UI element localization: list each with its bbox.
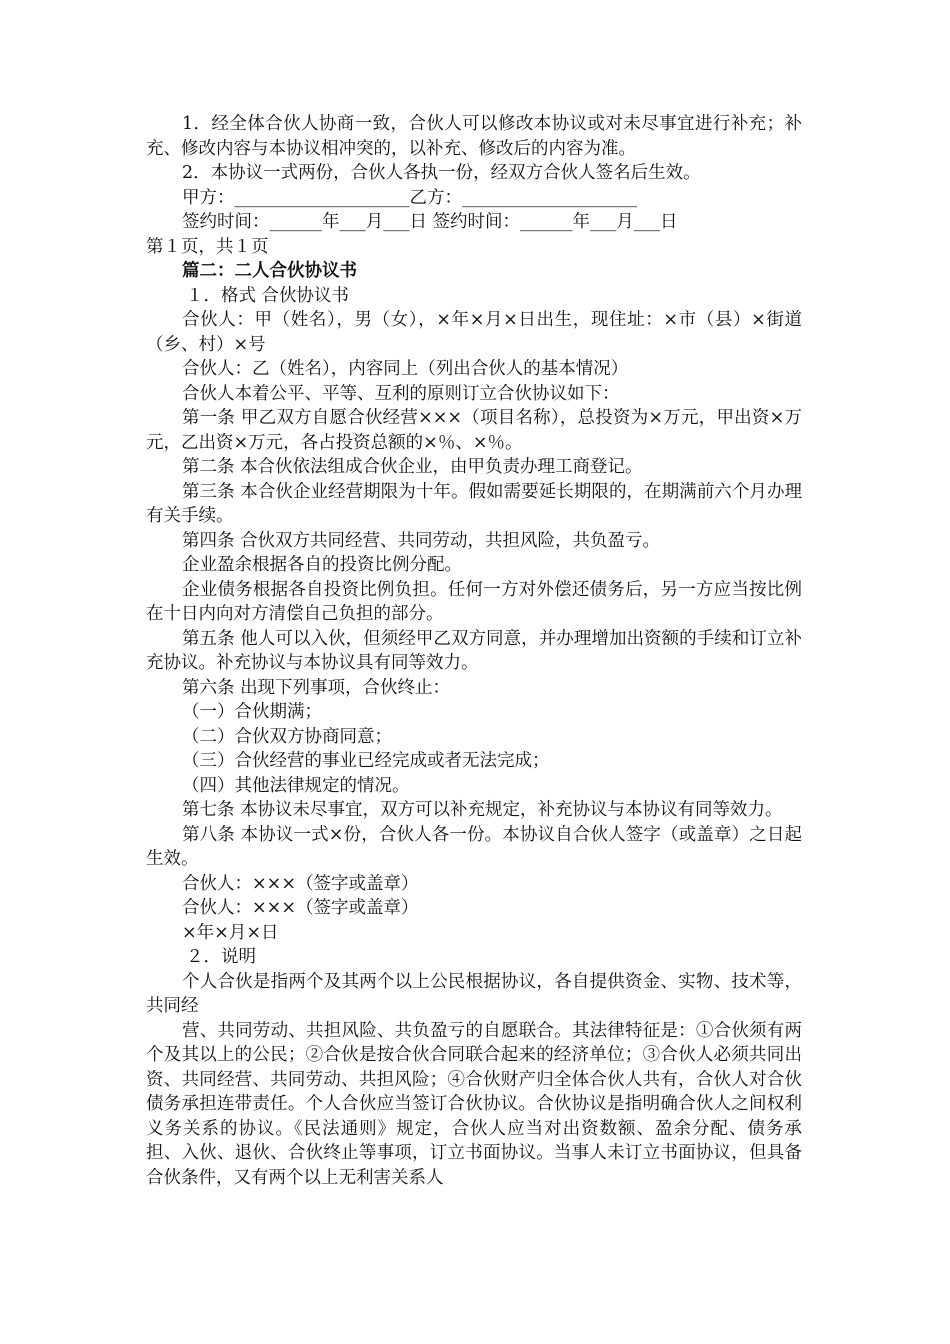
- paragraph: 第三条 本合伙企业经营期限为十年。假如需要延长期限的，在期满前六个月办理有关手续。: [146, 481, 802, 526]
- paragraph: ×年×月×日: [182, 922, 279, 943]
- paragraph: 第五条 他人可以入伙，但须经甲乙双方同意，并办理增加出资额的手续和订立补充协议。补充协议与本协议具有同等效力。: [146, 628, 802, 673]
- paragraph: 第七条 本协议未尽事宜，双方可以补充规定，补充协议与本协议有同等效力。: [182, 800, 783, 820]
- paragraph: 合伙人本着公平、平等、互利的原则订立合伙协议如下：: [182, 383, 620, 404]
- paragraph: 合伙人：×××（签字或盖章）: [182, 898, 419, 918]
- paragraph: 第一条 甲乙双方自愿合伙经营×××（项目名称），总投资为×万元，甲出资×万元，乙出资×万元，各占投资总额的×％、×％。: [146, 408, 802, 453]
- paragraph: 第八条 本协议一式×份，合伙人各一份。本协议自合伙人签字（或盖章）之日起生效。: [146, 824, 802, 869]
- paragraph: （一）合伙期满；: [182, 702, 322, 722]
- paragraph: 营、共同劳动、共担风险、共负盈亏的自愿联合。其法律特征是：①合伙须有两个及其以上的公民；②合伙是按合伙合同联合起来的经济单位；③合伙人必须共同出资、共同经营、共同劳动、共担风险；④合伙财产归全体合伙人共有，合伙人对合伙债务承担连带责任。个人合伙应当签订合伙协议。合伙协议是指明确合伙人之间权利义务关系的协议。《民法通则》规定，合伙人应当对出资数额、盈余分配、债务承担、入伙、退伙、合伙终止等事项，订立书面协议。当事人未订立书面协议，但具备合伙条件，又有两个以上无利害关系人: [146, 1020, 802, 1188]
- paragraph: 第四条 合伙双方共同经营、共同劳动，共担风险，共负盈亏。: [182, 530, 661, 551]
- paragraph: 合伙人：×××（签字或盖章）: [182, 873, 419, 894]
- paragraph: 合伙人：甲（姓名），男（女），×年×月×日出生，现住址：×市（县）×街道（乡、村）×号: [146, 310, 802, 355]
- paragraph: （三）合伙经营的事业已经完成或者无法完成；: [182, 751, 550, 771]
- paragraph: 企业盈余根据各自的投资比例分配。: [182, 555, 462, 575]
- paragraph: 个人合伙是指两个及其两个以上公民根据协议，各自提供资金、实物、技术等，共同经: [146, 971, 802, 1016]
- paragraph: （四）其他法律规定的情况。: [182, 775, 410, 796]
- paragraph: 签约时间：______年___月___日 签约时间：______年___月___日: [182, 212, 678, 232]
- paragraph: 合伙人：乙（姓名），内容同上（列出合伙人的基本情况）: [182, 359, 629, 379]
- paragraph: 第六条 出现下列事项，合伙终止：: [182, 677, 451, 698]
- section-heading: 篇二：二人合伙协议书: [182, 261, 357, 281]
- paragraph: 1．经全体合伙人协商一致，合伙人可以修改本协议或对未尽事宜进行补充；补充、修改内容与本协议相冲突的，以补充、修改后的内容为准。: [146, 114, 802, 159]
- paragraph: １．格式 合伙协议书: [186, 285, 350, 306]
- document-body: [146, 112, 802, 1190]
- paragraph: ２．说明: [186, 947, 256, 967]
- paragraph: （二）合伙双方协商同意；: [182, 726, 392, 747]
- paragraph: 甲方：____________________乙方：____________________: [182, 187, 637, 208]
- paragraph: 第二条 本合伙依法组成合伙企业，由甲负责办理工商登记。: [182, 457, 643, 477]
- paragraph: 第１页，共１页: [146, 236, 269, 257]
- paragraph: 企业债务根据各自投资比例负担。任何一方对外偿还债务后，另一方应当按比例在十日内向对方清偿自己负担的部分。: [146, 579, 802, 624]
- paragraph: 2．本协议一式两份，合伙人各执一份，经双方合伙人签名后生效。: [182, 163, 701, 183]
